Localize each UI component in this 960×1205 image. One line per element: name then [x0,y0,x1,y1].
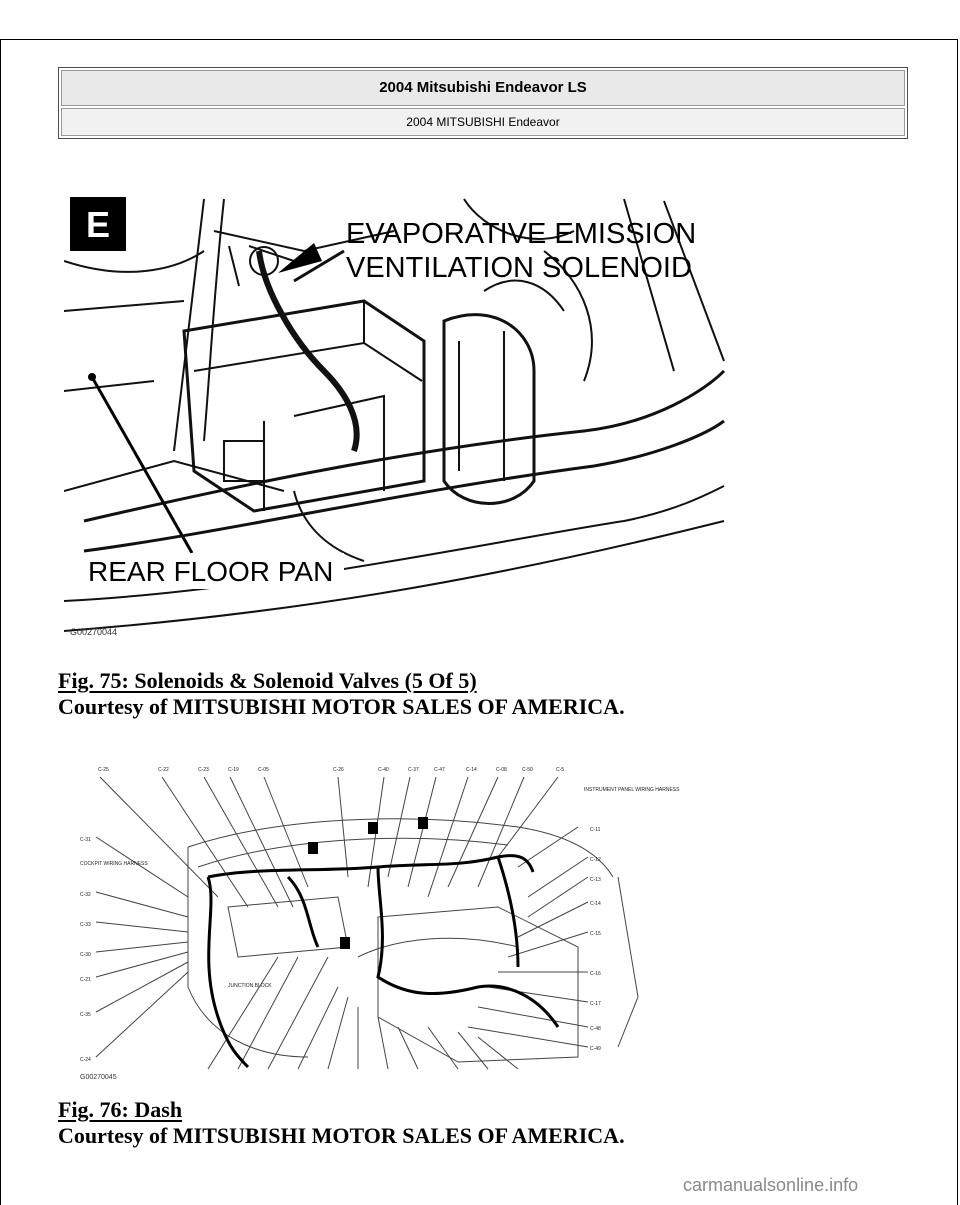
svg-text:C-26: C-26 [333,767,344,773]
figure-75-illustration [64,191,726,644]
solenoid-diagram [64,191,726,644]
svg-text:C-16: C-16 [590,971,601,977]
svg-text:C-21: C-21 [80,977,91,983]
floor-pan-label: REAR FLOOR PAN [88,556,334,587]
figure-75-caption: Fig. 75: Solenoids & Solenoid Valves (5 Of 5) [58,668,477,693]
svg-text:C-23: C-23 [198,767,209,773]
figure-76-caption: Fig. 76: Dash [58,1097,183,1122]
svg-text:C-25: C-25 [98,767,109,773]
svg-text:C-32: C-32 [80,892,91,898]
figure-75-code: G00270044 [70,627,118,637]
svg-text:C-35: C-35 [80,1012,91,1018]
svg-text:C-30: C-30 [80,952,91,958]
svg-text:C-31: C-31 [80,837,91,843]
svg-text:C-37: C-37 [408,767,419,773]
svg-text:C-33: C-33 [80,922,91,928]
svg-text:C-47: C-47 [434,767,445,773]
svg-text:C-11: C-11 [590,827,601,833]
svg-text:C-14: C-14 [590,901,601,907]
svg-text:C-17: C-17 [590,1001,601,1007]
document-subtitle: 2004 MITSUBISHI Endeavor [61,108,905,136]
svg-text:C-12: C-12 [590,857,601,863]
svg-text:C-40: C-40 [378,767,389,773]
svg-text:C-14: C-14 [466,767,477,773]
svg-text:C-19: C-19 [228,767,239,773]
svg-text:C-50: C-50 [522,767,533,773]
svg-text:C-48: C-48 [590,1026,601,1032]
svg-text:C-08: C-08 [496,767,507,773]
svg-text:C-24: C-24 [80,1057,91,1063]
solenoid-label-line2: VENTILATION SOLENOID [346,252,692,284]
harness-label: INSTRUMENT PANEL WIRING HARNESS [584,787,680,793]
document-title: 2004 Mitsubishi Endeavor LS [61,70,905,106]
section-letter: E [85,204,111,245]
svg-text:C-13: C-13 [590,877,601,883]
svg-text:C-5: C-5 [556,767,565,773]
cockpit-label: COCKPIT WIRING HARNESS [80,861,148,867]
dash-wiring-diagram [78,757,728,1082]
watermark-text: carmanualsonline.info [683,1175,859,1195]
figure-76-courtesy: Courtesy of MITSUBISHI MOTOR SALES OF AMERICA. [58,1123,625,1148]
solenoid-label-line1: EVAPORATIVE EMISSION [346,218,697,250]
figure-76-code: G00270045 [80,1074,117,1081]
figure-75-courtesy: Courtesy of MITSUBISHI MOTOR SALES OF AMERICA. [58,694,625,719]
svg-text:C-22: C-22 [158,767,169,773]
figure-76-illustration [78,757,728,1082]
svg-text:C-15: C-15 [590,931,601,937]
svg-text:C-05: C-05 [258,767,269,773]
junction-label: JUNCTION BLOCK [228,983,272,989]
svg-text:C-49: C-49 [590,1046,601,1052]
document-header [58,67,908,139]
